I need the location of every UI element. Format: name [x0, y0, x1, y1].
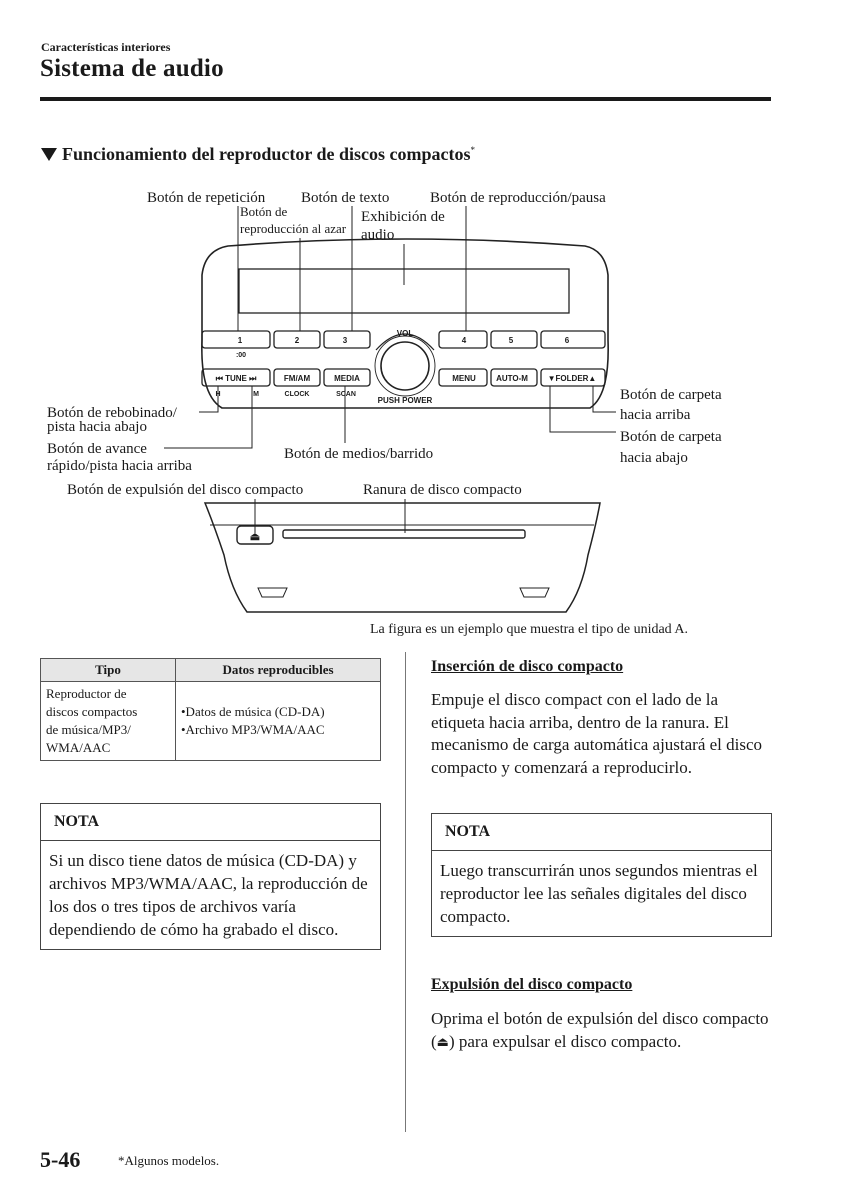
label-ffwd-1: Botón de avance [47, 441, 147, 457]
m-label: M [253, 391, 259, 398]
leader-ffwd [164, 386, 252, 448]
preset-label-5: 5 [508, 336, 514, 345]
label-random-1: Botón de [240, 204, 288, 219]
leader-folder-up [593, 386, 616, 412]
table-cell-type [41, 682, 176, 761]
type-line: discos compactos [46, 704, 138, 719]
note-heading: NOTA [41, 804, 380, 841]
vol-label: VOL [396, 329, 414, 338]
label-random-2: reproducción al azar [240, 221, 347, 236]
leader-folder-down [550, 386, 616, 432]
footnote: *Algunos modelos. [118, 1153, 220, 1168]
auto-m-label: AUTO-M [496, 374, 528, 383]
cd-unit-body [205, 503, 600, 612]
label-slot: Ranura de disco compacto [363, 482, 522, 498]
subheading-text: Funcionamiento del reproductor de discos compactos [62, 144, 471, 164]
preset-label-6: 6 [564, 336, 570, 345]
preset-label-3: 3 [342, 336, 348, 345]
zero-label: :00 [235, 352, 247, 359]
ejection-body [431, 1008, 773, 1053]
scan-label: SCAN [336, 391, 356, 398]
note-box-right [431, 813, 772, 937]
eject-icon: ⏏ [249, 531, 261, 543]
table-header-data: Datos reproducibles [176, 659, 381, 682]
type-line: WMA/AAC [46, 740, 111, 755]
label-rewind-1: Botón de rebobinado/ [47, 405, 177, 421]
label-eject: Botón de expulsión del disco compacto [67, 482, 304, 498]
fm-am-label: FM/AM [283, 374, 311, 383]
ejection-text-before: Oprima el botón de expulsión del disco compacto ( [431, 1009, 769, 1051]
table-header-type: Tipo [41, 659, 176, 682]
label-folder-up-2: hacia arriba [620, 407, 691, 423]
label-text: Botón de texto [301, 190, 390, 206]
section-label: Características interiores [41, 40, 171, 54]
table-cell-data [176, 682, 381, 761]
note-body: Si un disco tiene datos de música (CD-DA) y archivos MP3/WMA/AAC, la reproducción de los dos o tres tipos de archivos varía dependiendo de cómo ha grabado el disco. [49, 851, 368, 939]
type-line: Reproductor de [46, 686, 127, 701]
page-title: Sistema de audio [40, 55, 224, 82]
note-heading: NOTA [432, 814, 771, 851]
note-body: Luego transcurrirán unos segundos mientras el reproductor lee las señales digitales del disco compacto. [440, 861, 758, 926]
ejection-heading: Expulsión del disco compacto [431, 976, 633, 993]
ejection-text-after: ) para expulsar el disco compacto. [448, 1031, 682, 1051]
figure-caption: La figura es un ejemplo que muestra el tipo de unidad A. [370, 622, 689, 637]
insertion-heading: Inserción de disco compacto [431, 658, 624, 675]
column-divider [405, 652, 406, 1132]
tune-label: ⏮ TUNE ⏭ [215, 374, 257, 383]
eject-icon: ⏏ [436, 1033, 449, 1049]
subheading-asterisk: * [470, 145, 475, 155]
label-folder-down-1: Botón de carpeta [620, 429, 722, 445]
folder-label: ▼FOLDER▲ [547, 374, 597, 383]
preset-label-2: 2 [294, 336, 300, 345]
menu-label: MENU [452, 374, 476, 383]
label-folder-down-2: hacia abajo [620, 450, 688, 466]
label-media: Botón de medios/barrido [284, 446, 434, 462]
push-power-label: PUSH POWER [377, 396, 433, 405]
table-row [41, 682, 381, 761]
label-repeat: Botón de repetición [147, 190, 266, 206]
volume-ring [375, 336, 435, 396]
label-ffwd-2: rápido/pista hacia arriba [47, 458, 192, 474]
cd-unit-tab-right [520, 588, 549, 597]
label-play-pause: Botón de reproducción/pausa [430, 190, 606, 206]
cd-slot[interactable] [283, 530, 525, 538]
label-rewind-2: pista hacia abajo [47, 419, 147, 435]
table-header-row [41, 659, 381, 682]
type-line: de música/MP3/ [46, 722, 131, 737]
label-display-1: Exhibición de [361, 209, 445, 225]
note-box-left [40, 803, 381, 950]
data-line: •Datos de música (CD-DA) [181, 704, 325, 719]
volume-knob[interactable] [381, 342, 429, 390]
h-label: H [215, 391, 221, 398]
label-display-2: audio [361, 227, 395, 243]
page-number: 5-46 [40, 1147, 81, 1172]
preset-label-1: 1 [237, 336, 243, 345]
cd-unit-tab-left [258, 588, 287, 597]
preset-button-6[interactable] [541, 331, 605, 348]
preset-label-4: 4 [461, 336, 467, 345]
preset-button-1[interactable] [202, 331, 270, 348]
clock-label: CLOCK [284, 391, 310, 398]
spec-table [40, 658, 381, 761]
insertion-body: Empuje el disco compact con el lado de la etiqueta hacia arriba, dentro de la ranura. El mecanismo de carga automática ajustará el disco compacto y comenzará a reproducirlo. [431, 690, 763, 777]
media-label: MEDIA [334, 374, 360, 383]
preset-button-5[interactable] [491, 331, 537, 348]
label-folder-up-1: Botón de carpeta [620, 387, 722, 403]
data-line: •Archivo MP3/WMA/AAC [181, 722, 325, 737]
